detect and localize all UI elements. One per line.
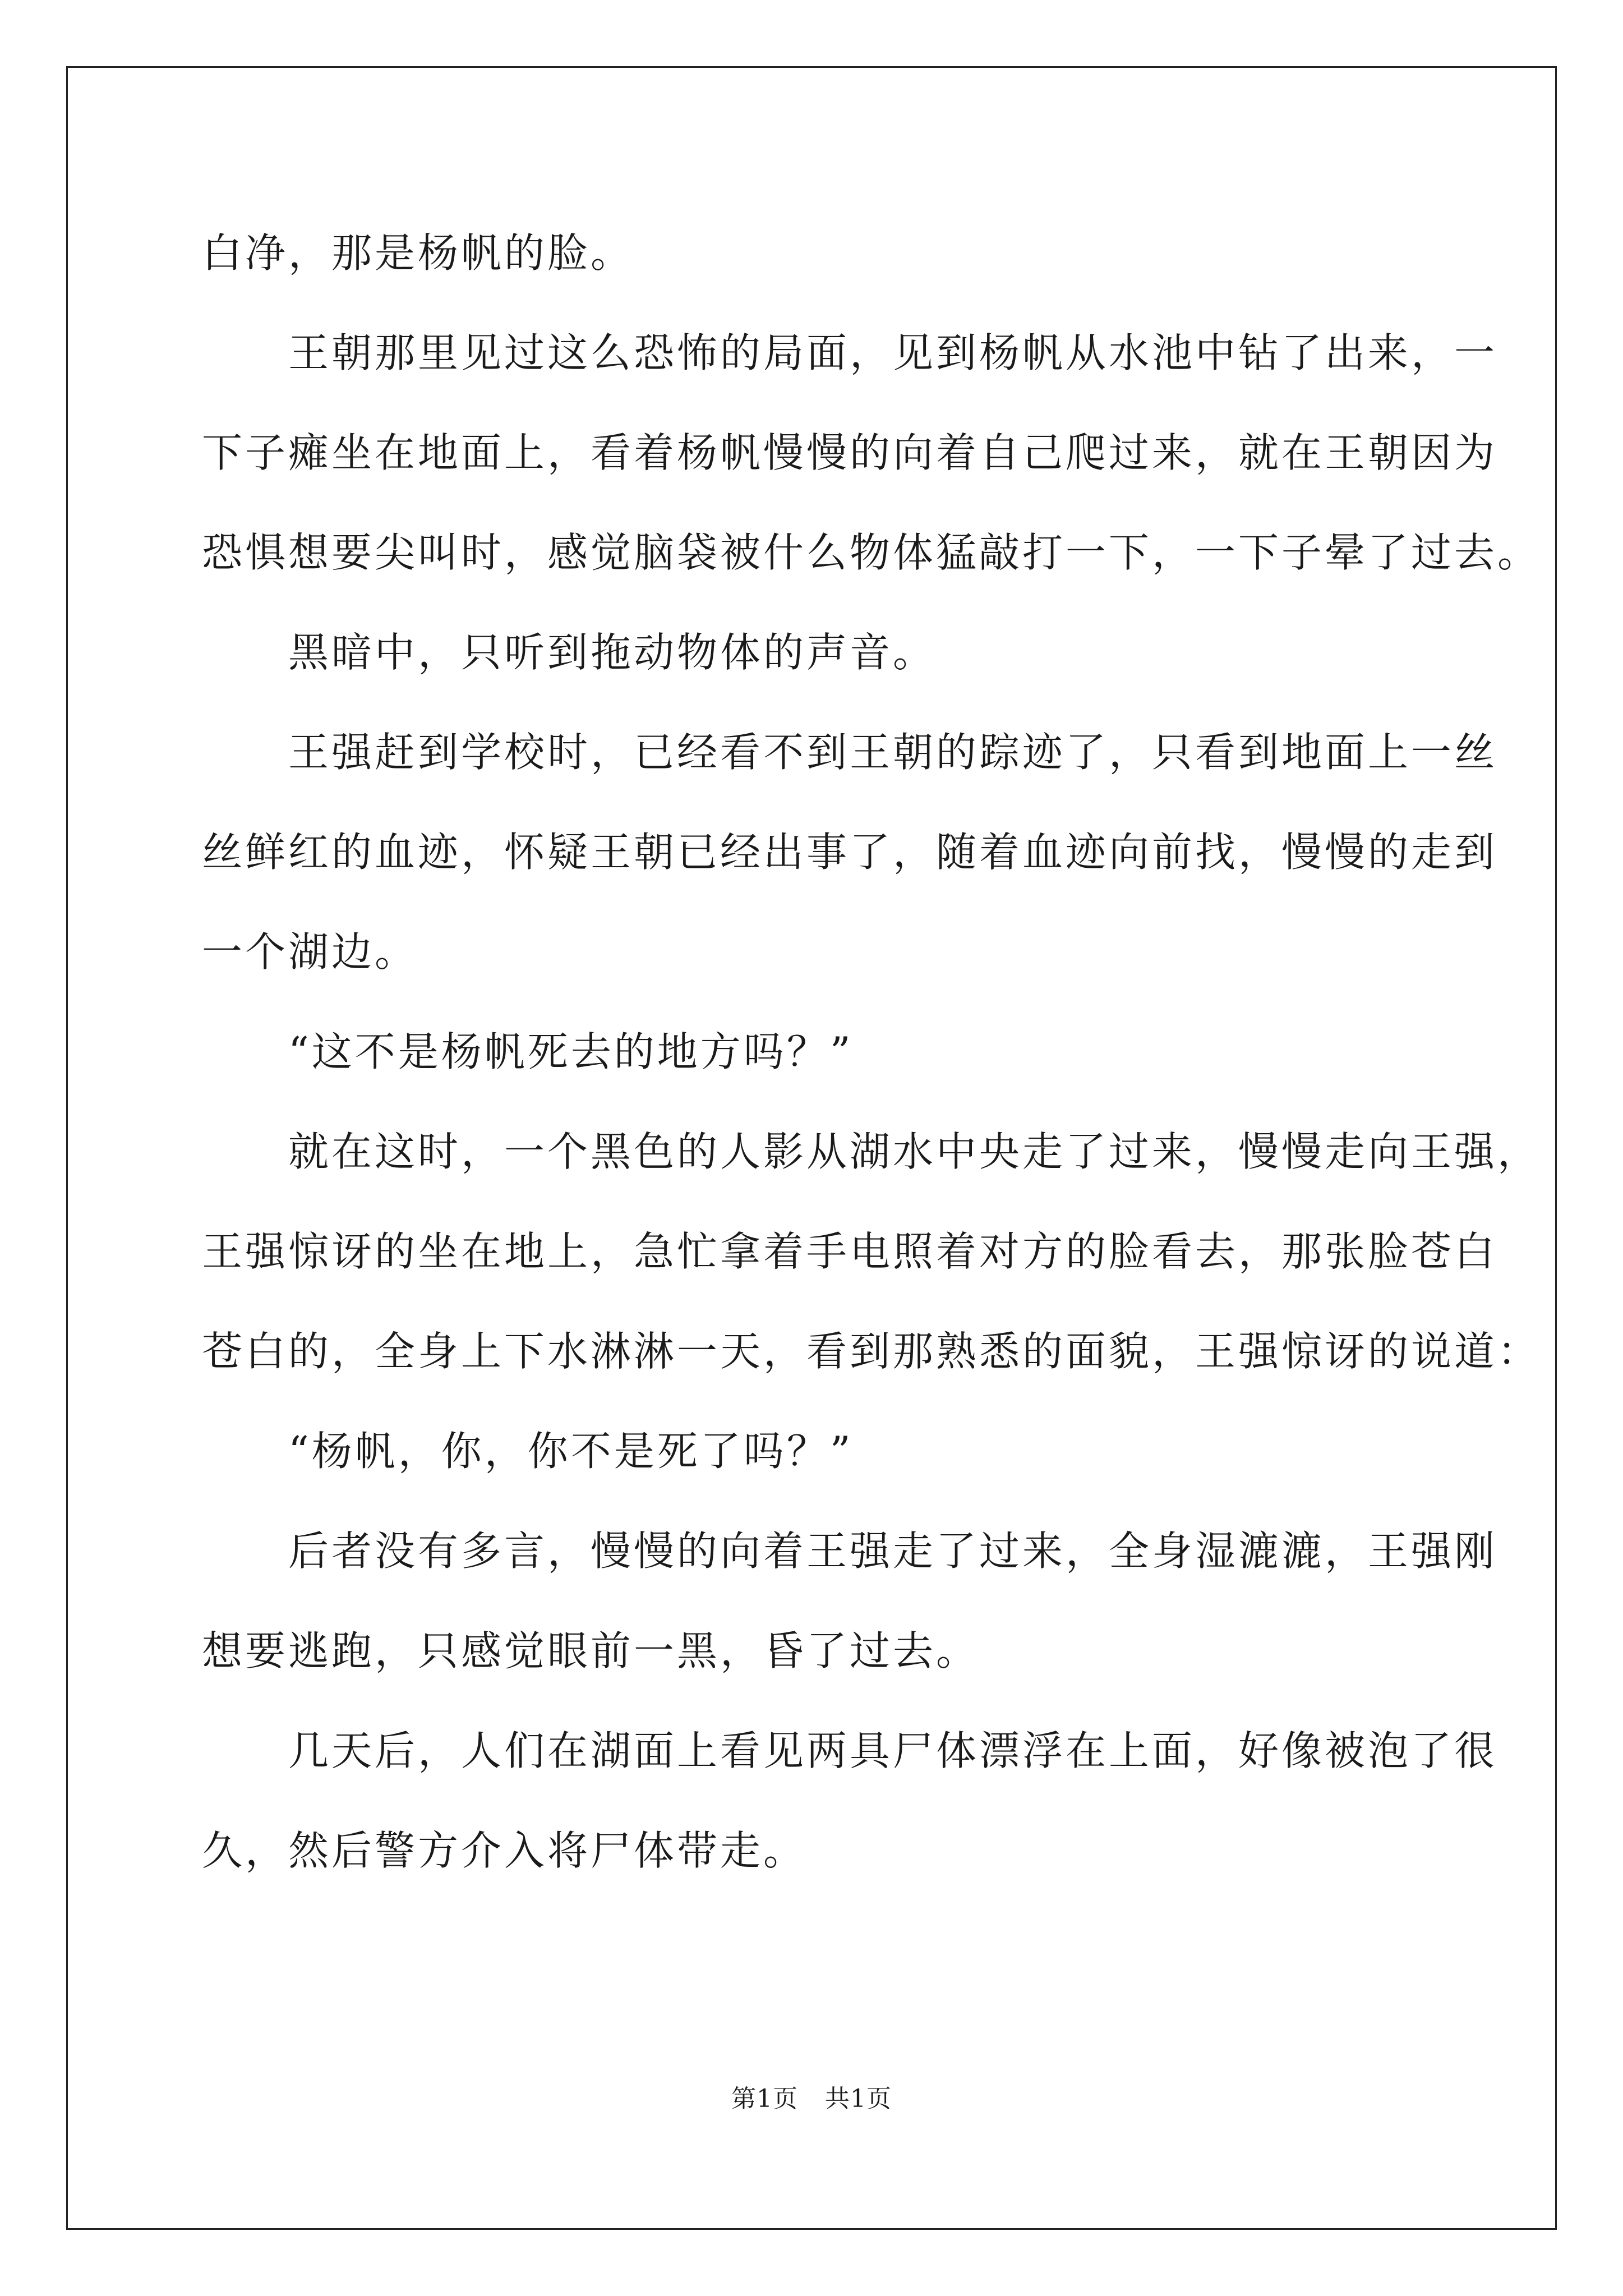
text-line: 下子瘫坐在地面上，看着杨帆慢慢的向着自己爬过来，就在王朝因为 [202,429,1498,476]
page-footer [0,2082,1623,2116]
document-body [202,203,1541,1901]
text-line: 就在这时，一个黑色的人影从湖水中央走了过来，慢慢走向王强， [202,1128,1541,1175]
text-line: 后者没有多言，慢慢的向着王强走了过来，全身湿漉漉，王强刚 [202,1527,1498,1575]
text-line: “这不是杨帆死去的地方吗？” [202,1028,854,1075]
page-number-total: 共1页 [825,2085,892,2113]
page-number-current: 第1页 [731,2085,798,2113]
text-line: “杨帆，你，你不是死了吗？” [202,1428,854,1475]
text-line: 丝鲜红的血迹，怀疑王朝已经出事了，随着血迹向前找，慢慢的走到 [202,829,1498,876]
text-line: 想要逃跑，只感觉眼前一黑，昏了过去。 [202,1627,980,1674]
text-line: 恐惧想要尖叫时，感觉脑袋被什么物体猛敲打一下，一下子晕了过去。 [202,529,1541,576]
text-line: 一个湖边。 [202,928,418,976]
text-line: 久，然后警方介入将尸体带走。 [202,1827,807,1874]
text-line: 几天后，人们在湖面上看见两具尸体漂浮在上面，好像被泡了很 [202,1727,1498,1774]
text-line: 王强惊讶的坐在地上，急忙拿着手电照着对方的脸看去，那张脸苍白 [202,1228,1498,1275]
text-line: 王朝那里见过这么恐怖的局面，见到杨帆从水池中钻了出来，一 [202,329,1498,376]
text-line: 苍白的，全身上下水淋淋一天，看到那熟悉的面貌，王强惊讶的说道： [202,1328,1541,1375]
text-line: 王强赶到学校时，已经看不到王朝的踪迹了，只看到地面上一丝 [202,729,1498,776]
text-line: 白净，那是杨帆的脸。 [202,229,634,277]
text-line: 黑暗中，只听到拖动物体的声音。 [202,629,937,676]
